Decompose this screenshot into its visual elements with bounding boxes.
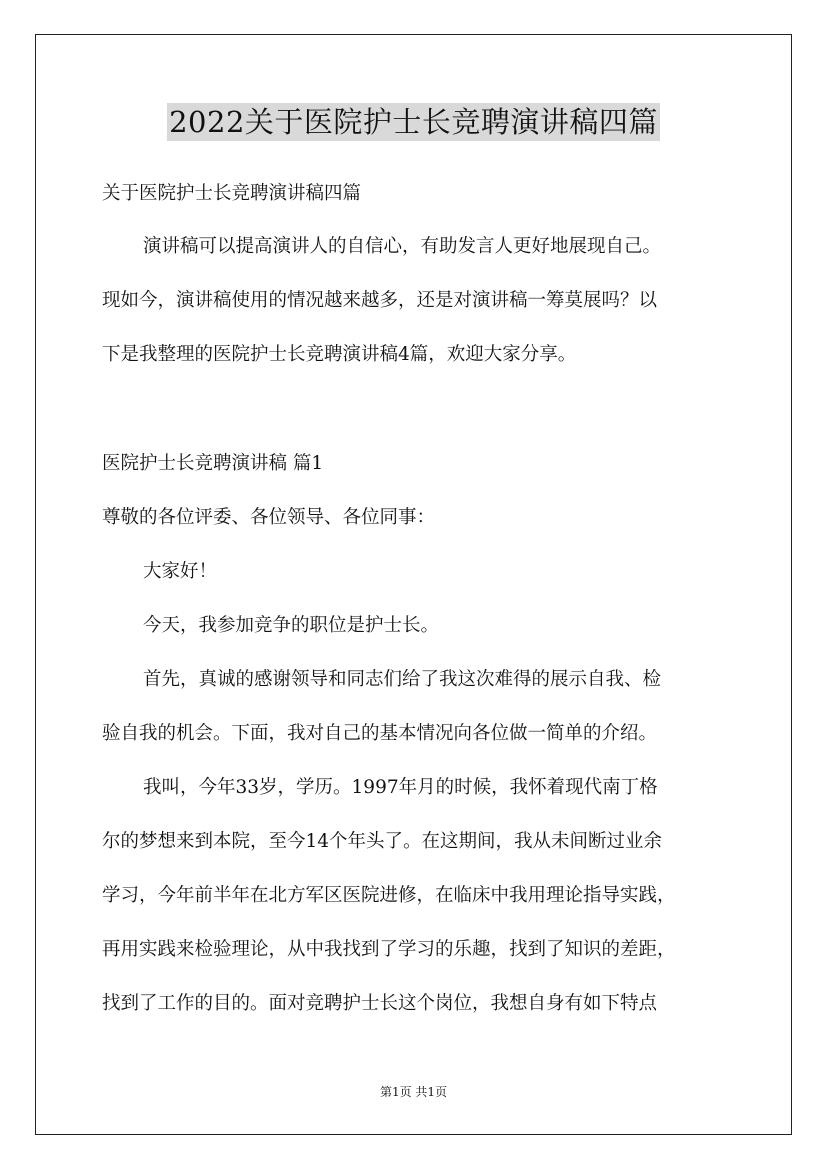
intro-line: 下是我整理的医院护士长竞聘演讲稿4篇，欢迎大家分享。: [102, 344, 577, 365]
document-subtitle: 关于医院护士长竞聘演讲稿四篇: [102, 183, 362, 204]
paragraph-line: 我叫，今年33岁，学历。1997年月的时候，我怀着现代南丁格: [143, 777, 658, 798]
salutation: 尊敬的各位评委、各位领导、各位同事：: [102, 507, 436, 528]
paragraph-line: 尔的梦想来到本院，至今14个年头了。在这期间，我从未间断过业余: [102, 831, 663, 852]
paragraph-line: 首先，真诚的感谢领导和同志们给了我这次难得的展示自我、检: [143, 669, 662, 690]
paragraph-line: 再用实践来检验理论，从中我找到了学习的乐趣，找到了知识的差距，: [102, 939, 676, 960]
paragraph-line: 验自我的机会。下面，我对自己的基本情况向各位做一简单的介绍。: [102, 723, 658, 744]
greeting: 大家好！: [143, 561, 218, 582]
intro-line: 现如今，演讲稿使用的情况越来越多，还是对演讲稿一筹莫展吗？以: [102, 290, 658, 311]
intro-line: 演讲稿可以提高演讲人的自信心，有助发言人更好地展现自己。: [143, 236, 662, 257]
paragraph-line: 今天，我参加竞争的职位是护士长。: [143, 615, 440, 636]
document-title: [0, 103, 827, 141]
paragraph-line: 学习，今年前半年在北方军区医院进修，在临床中我用理论指导实践，: [102, 885, 676, 906]
paragraph-line: 找到了工作的目的。面对竞聘护士长这个岗位，我想自身有如下特点: [102, 993, 658, 1014]
document-title-text: 2022关于医院护士长竞聘演讲稿四篇: [169, 105, 658, 139]
section-heading: 医院护士长竞聘演讲稿 篇1: [102, 453, 324, 474]
page-footer: 第1页 共1页: [379, 1085, 448, 1099]
